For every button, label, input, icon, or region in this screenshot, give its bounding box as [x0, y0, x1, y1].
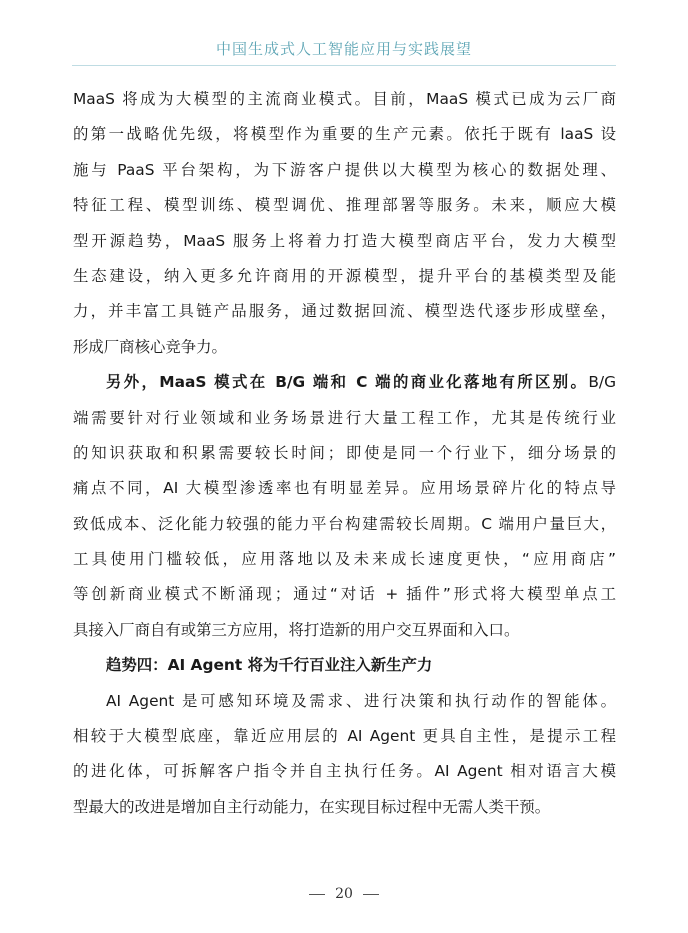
page-number: 20 — [335, 886, 353, 902]
section-heading: 趋势四：AI Agent 将为千行百业注入新生产力 — [106, 656, 433, 675]
paragraph-1-line-8: 形成厂商核心竞争力。 — [73, 337, 227, 356]
paragraph-1-line-4: 特征工程、模型训练、模型调优、推理部署等服务。未来，顺应大模 — [73, 196, 616, 215]
body-text — [73, 82, 616, 825]
footer-dash-right — [363, 894, 379, 895]
paragraph-1-line-3: 施与 PaaS 平台架构，为下游客户提供以大模型为核心的数据处理、 — [73, 160, 616, 179]
paragraph-3-line-2: 相较于大模型底座，靠近应用层的 AI Agent 更具自主性，是提示工程 — [73, 727, 616, 746]
paragraph-2-line-7: 等创新商业模式不断涌现；通过“对话 + 插件”形式将大模型单点工 — [73, 585, 616, 604]
paragraph-2-line-3: 的知识获取和积累需要较长时间；即使是同一个行业下，细分场景的 — [73, 443, 616, 462]
paragraph-1-line-6: 生态建设，纳入更多允许商用的开源模型，提升平台的基模类型及能 — [73, 266, 616, 285]
paragraph-2-lead-bold: 另外，MaaS 模式在 B/G 端和 C 端的商业化落地有所区别。 — [106, 373, 589, 392]
paragraph-2-line-4: 痛点不同，AI 大模型渗透率也有明显差异。应用场景碎片化的特点导 — [73, 479, 616, 498]
paragraph-2-line-5: 致低成本、泛化能力较强的能力平台构建需较长周期。C 端用户量巨大， — [73, 514, 616, 533]
paragraph-2-line-2: 端需要针对行业领域和业务场景进行大量工程工作，尤其是传统行业 — [73, 408, 616, 427]
paragraph-2-line-1 — [73, 365, 616, 400]
paragraph-2-line-6: 工具使用门槛较低，应用落地以及未来成长速度更快，“应用商店” — [73, 550, 616, 569]
paragraph-1-line-7: 力，并丰富工具链产品服务，通过数据回流、模型迭代逐步形成壁垒， — [73, 302, 616, 321]
page-footer — [0, 886, 688, 902]
paragraph-3-line-4: 型最大的改进是增加自主行动能力，在实现目标过程中无需人类干预。 — [73, 797, 551, 816]
paragraph-2-line-8: 具接入厂商自有或第三方应用，将打造新的用户交互界面和入口。 — [73, 620, 520, 639]
footer-dash-left — [309, 894, 325, 895]
paragraph-1-line-2: 的第一战略优先级，将模型作为重要的生产元素。依托于既有 laaS 设 — [73, 125, 616, 144]
header-divider — [72, 65, 616, 66]
paragraph-1-line-1: MaaS 将成为大模型的主流商业模式。目前，MaaS 模式已成为云厂商 — [73, 90, 616, 108]
paragraph-3-line-3: 的进化体，可拆解客户指令并自主执行任务。AI Agent 相对语言大模 — [73, 762, 616, 781]
running-header: 中国生成式人工智能应用与实践展望 — [215, 40, 472, 58]
paragraph-2-lead-rest: B/G — [588, 373, 616, 392]
paragraph-3-line-1: AI Agent 是可感知环境及需求、进行决策和执行动作的智能体。 — [106, 691, 616, 710]
paragraph-1-line-5: 型开源趋势，MaaS 服务上将着力打造大模型商店平台，发力大模型 — [73, 231, 616, 250]
